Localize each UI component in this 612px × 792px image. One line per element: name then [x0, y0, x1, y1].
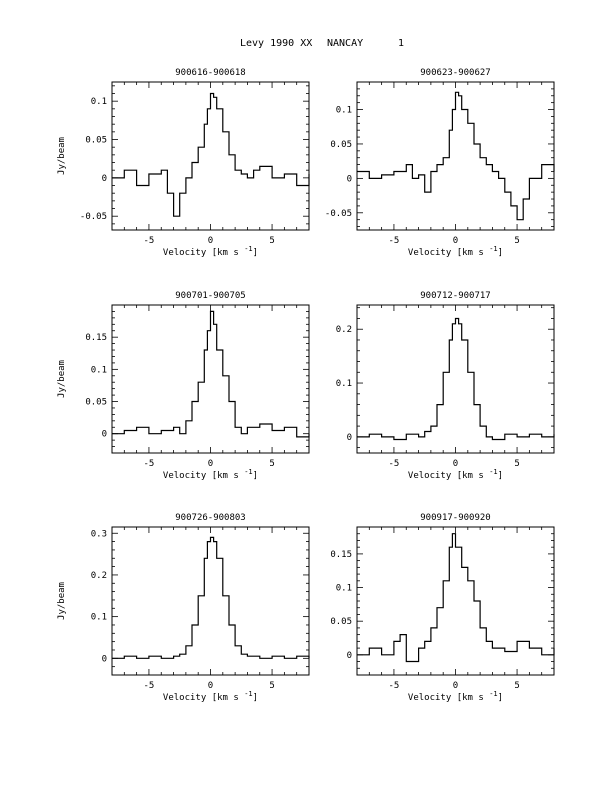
panel-title: 900616-900618 [175, 68, 246, 78]
y-tick-label: 0.1 [90, 365, 107, 376]
panel-title: 900712-900717 [420, 291, 491, 301]
spectrum-panel [57, 513, 309, 703]
x-axis-label: Velocity [km s $^{-1}$] [162, 468, 259, 481]
x-tick-label: -5 [143, 681, 155, 691]
plot-frame [112, 527, 309, 675]
plot-frame [357, 527, 554, 675]
y-tick-label: 0.1 [90, 612, 107, 623]
y-tick-label: 0.15 [330, 549, 352, 560]
x-tick-label: -5 [143, 459, 155, 469]
panel-title: 900623-900627 [420, 68, 491, 78]
y-axis-label: Jy/beam [57, 360, 67, 398]
y-tick-label: 0 [346, 432, 352, 443]
y-tick-label: 0 [101, 654, 107, 665]
spectrum-panel [57, 291, 309, 481]
y-tick-label: 0.05 [85, 397, 107, 408]
x-tick-label: 0 [452, 459, 459, 469]
y-tick-label: 0.2 [90, 570, 107, 581]
spectrum-line [112, 94, 309, 217]
y-tick-label: 0.15 [85, 333, 107, 344]
y-tick-label: -0.05 [324, 208, 352, 219]
y-tick-label: 0.05 [330, 139, 352, 150]
x-axis-label: Velocity [km s $^{-1}$] [407, 468, 504, 481]
object-name: Levy 1990 XX [240, 38, 313, 49]
y-axis-label: Jy/beam [57, 137, 67, 175]
x-axis-label: Velocity [km s $^{-1}$] [407, 245, 504, 258]
x-axis-label: Velocity [km s $^{-1}$] [407, 690, 504, 703]
x-tick-label: -5 [388, 681, 400, 691]
x-tick-label: 0 [207, 236, 214, 246]
y-tick-label: 0.1 [335, 583, 352, 594]
spectrum-panel [325, 68, 554, 258]
y-tick-label: 0 [346, 174, 352, 185]
x-tick-label: 0 [207, 459, 214, 469]
x-tick-label: 0 [207, 681, 214, 691]
spectrum-panel [57, 68, 309, 258]
y-tick-label: 0.2 [335, 325, 352, 336]
spectrum-panel [336, 291, 554, 481]
y-tick-label: 0.05 [85, 135, 107, 146]
x-tick-label: -5 [143, 236, 155, 246]
x-axis-label: Velocity [km s $^{-1}$] [162, 690, 259, 703]
y-axis-label: Jy/beam [57, 582, 67, 620]
spectrum-line [357, 92, 554, 219]
x-axis-label: Velocity [km s $^{-1}$] [162, 245, 259, 258]
panel-title: 900701-900705 [175, 291, 246, 301]
panel-title: 900917-900920 [420, 513, 491, 523]
spectrum-line [112, 537, 309, 658]
x-tick-label: 5 [514, 681, 520, 691]
x-tick-label: -5 [388, 459, 400, 469]
plot-frame [357, 305, 554, 453]
x-tick-label: 5 [514, 236, 520, 246]
x-tick-label: 5 [269, 459, 275, 469]
y-tick-label: 0.1 [335, 379, 352, 390]
spectrum-line [357, 319, 554, 440]
y-tick-label: 0.1 [90, 97, 107, 108]
x-tick-label: 5 [269, 681, 275, 691]
spectrum-panel [330, 513, 554, 703]
x-tick-label: 5 [269, 236, 275, 246]
y-tick-label: 0 [101, 429, 107, 440]
spectrum-line [357, 534, 554, 662]
page-number: 1 [398, 38, 405, 49]
y-tick-label: 0.05 [330, 617, 352, 628]
x-tick-label: 5 [514, 459, 520, 469]
x-tick-label: -5 [388, 236, 400, 246]
spectrum-line [112, 311, 309, 437]
x-tick-label: 0 [452, 236, 459, 246]
y-tick-label: -0.05 [79, 212, 107, 223]
x-tick-label: 0 [452, 681, 459, 691]
y-tick-label: 0.3 [90, 529, 107, 540]
y-tick-label: 0.1 [335, 105, 352, 116]
telescope-name: NANCAY [327, 38, 364, 49]
panel-title: 900726-900803 [175, 513, 246, 523]
y-tick-label: 0 [101, 173, 107, 184]
y-tick-label: 0 [346, 650, 352, 661]
